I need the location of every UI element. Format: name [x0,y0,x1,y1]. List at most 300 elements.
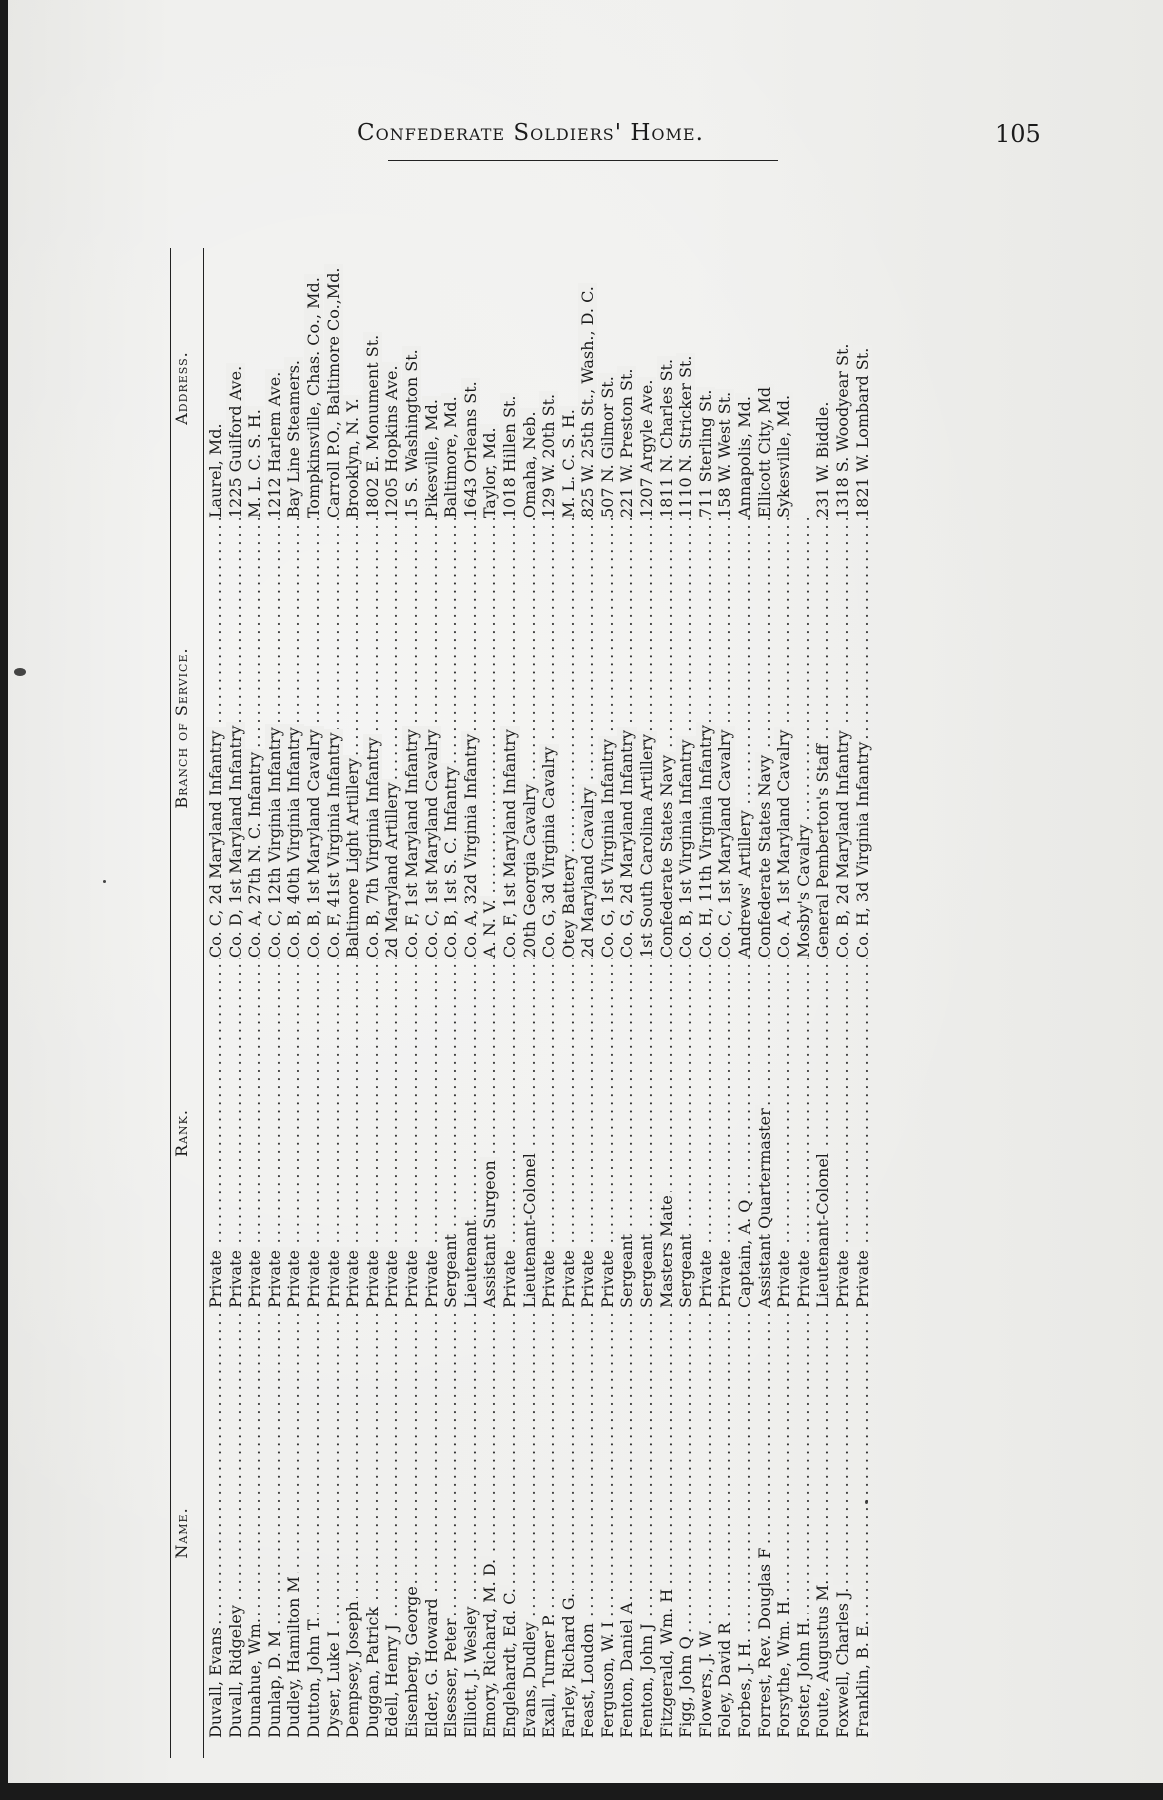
table-row [382,238,402,1758]
cell-rank [735,958,755,1308]
cell-branch [265,518,285,958]
table-row [402,238,422,1758]
cell-branch-text: Co. H, 11th Virginia Infantry [696,722,716,958]
cell-branch-text: Co. A, 1st Maryland Cavalry [774,727,794,958]
cell-name-text: Foley, David R [715,1620,735,1738]
cell-branch [520,518,540,958]
cell-name [245,1308,265,1738]
cell-rank-text: Private [539,1247,559,1308]
cell-rank-text: Private [853,1247,873,1308]
cell-address-text: 825 W. 25th St., Wash., D. C. [578,283,597,518]
cell-address-text: 1821 W. Lombard St. [853,345,872,518]
cell-name-text: Forrest, Rev. Douglas F [755,1545,775,1738]
cell-branch [539,518,559,958]
cell-name-text: Elliott, J. Wesley [461,1604,481,1738]
cell-name-text: Foxwell, Charles J. [833,1585,853,1738]
table-row [578,238,598,1758]
cell-rank-text: Masters Mate [657,1192,677,1308]
cell-name [284,1308,304,1738]
cell-rank-text: Private [715,1247,735,1308]
cell-branch [637,518,657,958]
cell-branch-text: 1st South Carolina Artillery [637,731,657,958]
cell-address-text: 1318 S. Woodyear St. [833,341,852,519]
cell-branch [480,518,500,958]
cell-rank [245,958,265,1308]
cell-name [324,1308,344,1738]
cell-rank-text: Private [696,1247,716,1308]
cell-branch-text: Co. C, 1st Maryland Cavalry [422,726,442,958]
cell-branch-text: Co. F, 1st Maryland Infantry [500,726,520,958]
table-row [226,238,246,1758]
cell-name [461,1308,481,1738]
cell-rank [559,958,579,1308]
cell-address-text: 1225 Guilford Ave. [226,363,245,518]
cell-branch-text: Co. A, 27th N. C. Infantry [245,749,265,958]
cell-branch [226,518,246,958]
cell-address [284,243,304,518]
table-row [539,238,559,1758]
page-number: 105 [995,120,1041,148]
cell-rank-text: Lieutenant [461,1217,481,1308]
cell-address-text: 231 W. Biddle. [813,399,832,518]
column-header-address: Address. [172,351,191,425]
cell-address [696,243,716,518]
cell-rank [813,958,833,1308]
cell-rank [755,958,775,1308]
cell-name-text: Duvall, Ridgeley [226,1602,246,1738]
cell-rank-text: Private [245,1247,265,1308]
cell-name-text: Flowers, J. W [696,1628,716,1738]
table-row [735,238,755,1758]
table-row [657,238,677,1758]
cell-address [206,243,226,518]
cell-address [461,243,481,518]
cell-address [382,243,402,518]
cell-name-text: Dudley, Hamilton M [284,1573,304,1738]
cell-address [598,243,618,518]
cell-branch [794,518,814,958]
cell-rank-text: Assistant Surgeon [480,1157,500,1308]
cell-rank-text: Assistant Quartermaster [755,1105,775,1308]
table-row [343,238,363,1758]
cell-branch-text: Co. B, 2d Maryland Infantry [833,727,853,958]
cell-address-text: Tompkinsville, Chas. Co., Md. [304,274,323,518]
cell-rank [794,958,814,1308]
cell-name [382,1308,402,1738]
cell-address [853,243,873,518]
cell-address-text: 1212 Harlem Ave. [265,369,284,518]
cell-name [402,1308,422,1738]
cell-name-text: Forsythe, Wm. H. [774,1593,794,1738]
cell-address [833,243,853,518]
table-row [324,238,344,1758]
cell-rank-text: Private [774,1247,794,1308]
cell-branch [461,518,481,958]
table-row [794,238,814,1758]
cell-rank-text: Private [304,1247,324,1308]
cell-name [343,1308,363,1738]
cell-rank-text: Private [500,1247,520,1308]
table-row [813,238,833,1758]
cell-name-text: Edell, Henry J [382,1621,402,1738]
cell-branch-text: Co. B, 1st Virginia Infantry [676,736,696,958]
cell-rank [441,958,461,1308]
cell-address [715,243,735,518]
cell-branch-text: Confederate States Navy [755,752,775,958]
table-row [676,238,696,1758]
cell-branch [598,518,618,958]
cell-rank [833,958,853,1308]
cell-address [480,243,500,518]
cell-name [794,1308,814,1738]
cell-rank-text: Private [363,1247,383,1308]
cell-branch [578,518,598,958]
cell-name-text: Dyser, Luke I [324,1628,344,1738]
cell-rank-text: Captain, A. Q [735,1197,755,1308]
table-header-rule [203,248,204,1758]
cell-branch [284,518,304,958]
cell-name-text: Elsesser, Peter [441,1616,461,1739]
cell-name [226,1308,246,1738]
cell-address [324,243,344,518]
cell-branch-text: Co. F, 1st Maryland Infantry [402,726,422,958]
cell-address [774,243,794,518]
cell-name-text: Duvall, Evans [206,1624,226,1738]
cell-address [304,243,324,518]
cell-name [735,1308,755,1738]
cell-branch-text: Otey Battery [559,852,579,958]
cell-branch [304,518,324,958]
cell-name-text: Exall, Turner P. [539,1611,559,1738]
cell-address [245,243,265,518]
table-row [206,238,226,1758]
cell-name-text: Franklin, B. E. [853,1617,873,1738]
cell-rank [363,958,383,1308]
cell-address [343,243,363,518]
table-row [833,238,853,1758]
cell-rank [461,958,481,1308]
cell-branch [755,518,775,958]
cell-rank-text: Private [226,1247,246,1308]
cell-name [617,1308,637,1738]
table-row [500,238,520,1758]
cell-address-text: Baltimore, Md. [441,393,460,518]
cell-branch [617,518,637,958]
table-row [520,238,540,1758]
cell-name [520,1308,540,1738]
cell-name-text: Elder, G. Howard [422,1595,442,1738]
cell-address-text: 158 W. West St. [715,389,734,518]
cell-rank-text: Private [265,1247,285,1308]
table-row [363,238,383,1758]
cell-address [363,243,383,518]
cell-name-text: Dempsey, Joseph [343,1598,363,1738]
cell-branch-text: 20th Georgia Cavalry [520,781,540,958]
cell-address-text: 711 Sterling St. [696,387,715,518]
cell-branch-text: Co. D, 1st Maryland Infantry [226,722,246,958]
cell-name-text: Dunahue, Wm. [245,1615,265,1738]
cell-branch-text: Co. G, 1st Virginia Infantry [598,736,618,958]
cell-branch [441,518,461,958]
cell-address [422,243,442,518]
cell-branch [715,518,735,958]
cell-address-text: 1811 N. Charles St. [657,356,676,518]
cell-name-text: Farley, Richard G. [559,1590,579,1738]
cell-rank [774,958,794,1308]
cell-name [833,1308,853,1738]
cell-name [755,1308,775,1738]
cell-branch [735,518,755,958]
cell-branch-text: Co. C, 12th Virginia Infantry [265,724,285,958]
cell-branch-text: Baltimore Light Artillery [343,755,363,958]
cell-name [363,1308,383,1738]
cell-rank-text: Private [794,1247,814,1308]
cell-rank-text: Lieutenant-Colonel [813,1150,833,1308]
cell-name-text: Forbes, J. H. [735,1635,755,1738]
cell-address-text: Annapolis, Md. [735,393,754,518]
table-row [422,238,442,1758]
cell-rank [853,958,873,1308]
cell-rank [402,958,422,1308]
cell-rank [598,958,618,1308]
cell-name-text: Figg, John Q [676,1633,696,1738]
cell-branch-text: Co. A, 32d Virginia Infantry [461,731,481,958]
cell-rank-text: Private [382,1247,402,1308]
cell-name [500,1308,520,1738]
cell-name-text: Dutton, John T. [304,1614,324,1738]
cell-rank [226,958,246,1308]
cell-name-text: Foute, Augustus M. [813,1577,833,1738]
cell-address [637,243,657,518]
table-body [206,238,872,1758]
cell-address-text: Omaha, Neb. [520,408,539,518]
cell-name [637,1308,657,1738]
cell-name [559,1308,579,1738]
cell-address-text: M. L. C. S. H. [559,406,578,518]
cell-name-text: Dunlap, D. M [265,1628,285,1738]
cell-rank-text: Private [206,1247,226,1308]
cell-rank [304,958,324,1308]
cell-name [480,1308,500,1738]
cell-branch [559,518,579,958]
cell-name [304,1308,324,1738]
cell-address [813,243,833,518]
cell-rank [657,958,677,1308]
cell-address-text: Ellicott City, Md [755,384,774,518]
table-row [715,238,735,1758]
cell-name [813,1308,833,1738]
table-row [245,238,265,1758]
cell-address [657,243,677,518]
cell-name [657,1308,677,1738]
cell-rank [539,958,559,1308]
cell-branch-text: Co. B, 7th Virginia Infantry [363,734,383,958]
cell-rank [696,958,716,1308]
table-row [559,238,579,1758]
cell-branch-text: General Pemberton's Staff [813,741,833,958]
cell-name-text: Fenton, Daniel A [617,1599,637,1738]
cell-branch [657,518,677,958]
cell-address-text: 1205 Hopkins Ave. [382,362,401,518]
cell-branch-text: Co. H, 3d Virginia Infantry [853,739,873,958]
cell-name [422,1308,442,1738]
cell-name [853,1308,873,1738]
cell-branch-text: Co. C, 1st Maryland Cavalry [715,726,735,958]
cell-rank-text: Sergeant [617,1231,637,1308]
cell-address-text: Pikesville, Md. [422,396,441,518]
cell-branch-text: Co. B, 1st Maryland Cavalry [304,726,324,958]
cell-rank [480,958,500,1308]
cell-name [598,1308,618,1738]
cell-name-text: Fenton, John J [637,1620,657,1738]
cell-address [559,243,579,518]
cell-rank-text: Private [284,1247,304,1308]
cell-address-text: 1018 Hillen St. [500,393,519,518]
cell-branch [382,518,402,958]
column-header-rank: Rank. [172,1109,191,1157]
cell-address-text: Bay Line Steamers. [284,357,303,518]
table-row [441,238,461,1758]
cell-branch [343,518,363,958]
cell-address-text: Laurel, Md. [206,420,225,518]
cell-rank [343,958,363,1308]
table-row [853,238,873,1758]
cell-rank-text: Lieutenant-Colonel [520,1150,540,1308]
cell-name-text: Foster, John H. [794,1614,814,1738]
cell-name-text: Duggan, Patrick [363,1604,383,1738]
table-row [617,238,637,1758]
cell-address-text: 221 W. Preston St. [617,366,636,518]
cell-rank [422,958,442,1308]
cell-address-text [794,515,813,518]
cell-address [578,243,598,518]
table-row [304,238,324,1758]
cell-rank [617,958,637,1308]
cell-rank [382,958,402,1308]
table-row [284,238,304,1758]
cell-name [715,1308,735,1738]
cell-name [265,1308,285,1738]
cell-branch-text: 2d Maryland Cavalry [578,784,598,958]
cell-address-text: 1207 Argyle Ave. [637,377,656,518]
column-header-name: Name. [172,1507,191,1559]
cell-address [500,243,520,518]
running-head-rule [388,160,778,161]
cell-address [755,243,775,518]
cell-rank [676,958,696,1308]
table-row [598,238,618,1758]
table-top-rule [170,248,171,1758]
cell-address-text: 1110 N. Stricker St. [676,353,695,518]
cell-address [520,243,540,518]
cell-address [617,243,637,518]
cell-branch [774,518,794,958]
cell-rank-text: Private [402,1247,422,1308]
cell-branch [245,518,265,958]
running-head: Confederate Soldiers' Home. [357,120,704,146]
cell-rank [206,958,226,1308]
table-row [480,238,500,1758]
cell-branch-text: Co. G, 2d Maryland Infantry [617,727,637,958]
cell-name [206,1308,226,1738]
cell-branch-text: Co. C, 2d Maryland Infantry [206,727,226,958]
cell-address [402,243,422,518]
cell-rank-text: Sergeant [441,1231,461,1308]
cell-address-text: 1643 Orleans St. [461,378,480,518]
cell-address [226,243,246,518]
table-row [774,238,794,1758]
cell-address-text: 507 N. Gilmor St. [598,373,617,518]
cell-name-text: Eisenberg, George [402,1583,422,1738]
cell-branch [853,518,873,958]
scan-edge-left [0,0,8,1800]
cell-branch [324,518,344,958]
cell-rank [284,958,304,1308]
cell-rank-text: Private [324,1247,344,1308]
cell-branch-text: Co. F, 41st Virginia Infantry [324,729,344,958]
cell-address-text: Brooklyn, N. Y. [343,395,362,518]
cell-name-text: Fitzgerald, Wm. H [657,1586,677,1738]
cell-name-text: Ferguson, W. I [598,1619,618,1738]
cell-rank-text: Private [578,1247,598,1308]
cell-branch [363,518,383,958]
cell-name [774,1308,794,1738]
cell-rank [265,958,285,1308]
roster-table [150,238,1030,1758]
cell-name [676,1308,696,1738]
cell-rank-text: Private [598,1247,618,1308]
scan-edge-bottom [0,1783,1163,1800]
cell-rank-text: Sergeant [637,1231,657,1308]
cell-address [441,243,461,518]
cell-branch [402,518,422,958]
cell-address-text: Sykesville, Md. [774,392,793,518]
cell-address-text: Carroll P.O., Baltimore Co.,Md. [324,264,343,518]
cell-address [676,243,696,518]
cell-name-text: Feast, Loudon [578,1620,598,1738]
cell-address [735,243,755,518]
cell-rank-text: Private [833,1247,853,1308]
cell-rank [637,958,657,1308]
cell-rank-text: Private [343,1247,363,1308]
cell-branch [676,518,696,958]
cell-branch [206,518,226,958]
cell-name [539,1308,559,1738]
cell-name [441,1308,461,1738]
cell-branch-text: Andrews' Artillery [735,807,755,958]
cell-address-text: 129 W. 20th St. [539,391,558,518]
cell-name [696,1308,716,1738]
cell-branch [833,518,853,958]
cell-rank [578,958,598,1308]
table-row [461,238,481,1758]
cell-rank-text: Private [559,1247,579,1308]
cell-branch-text: Co. B, 40th Virginia Infantry [284,724,304,958]
cell-branch-text: 2d Maryland Artillery [382,779,402,958]
cell-name-text: Englehardt, Ed. C. [500,1585,520,1738]
cell-rank-text: Private [422,1247,442,1308]
cell-branch-text: A. N. V. [480,896,500,958]
cell-branch-text: Confederate States Navy [657,752,677,958]
cell-branch-text: Co. G, 3d Virginia Cavalry [539,744,559,958]
cell-address-text: 1802 E. Monument St. [363,332,382,518]
cell-address-text: Taylor, Md. [480,424,499,518]
cell-branch-text: Co. B, 1st S. C. Infantry [441,763,461,958]
table-row [265,238,285,1758]
scan-speck [14,668,26,676]
cell-address-text: 15 S. Washington St. [402,346,421,518]
cell-rank [520,958,540,1308]
